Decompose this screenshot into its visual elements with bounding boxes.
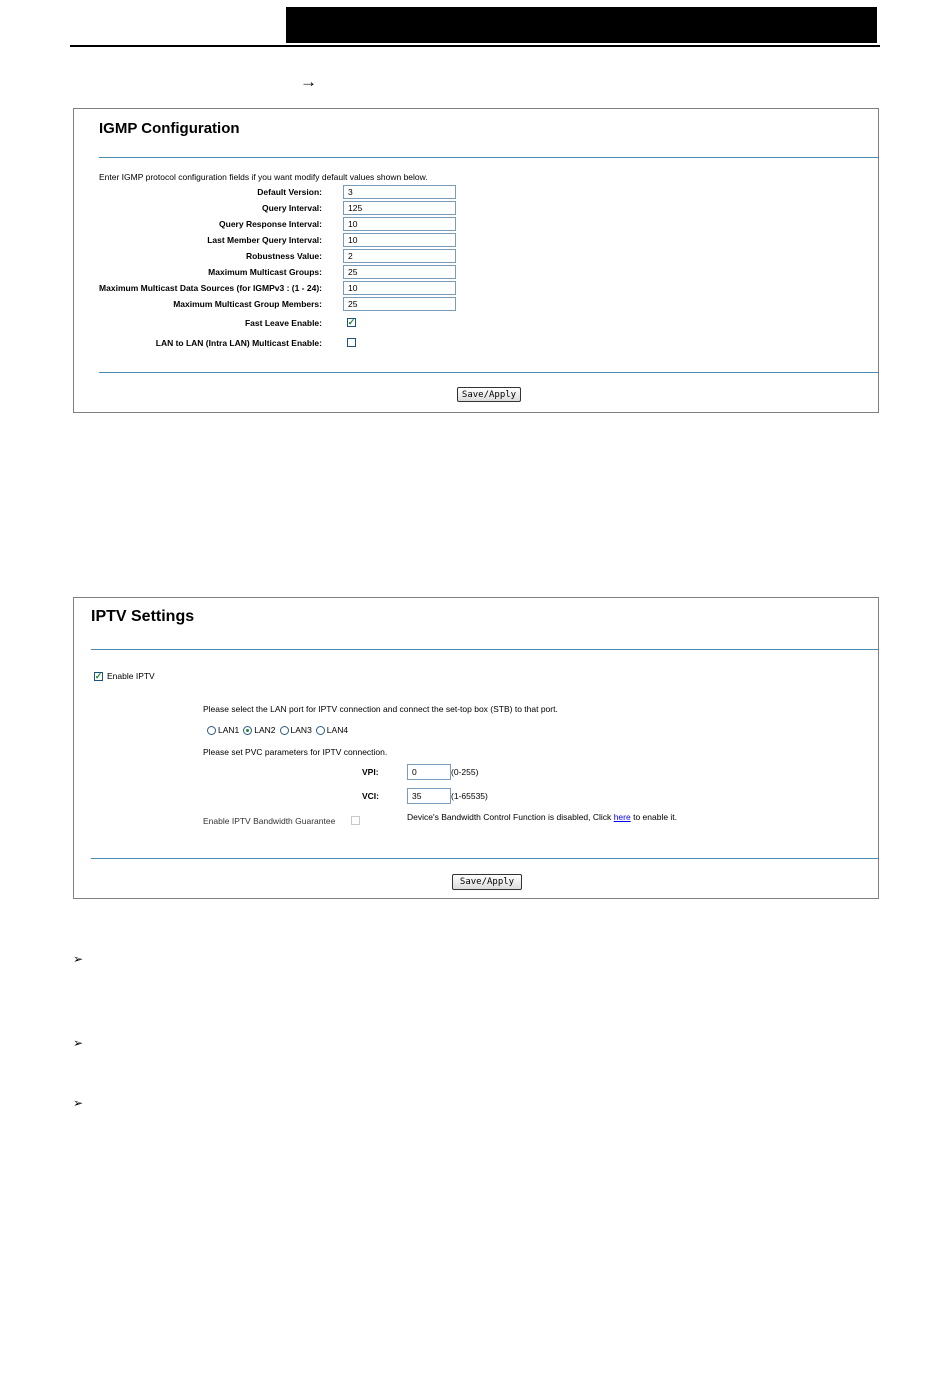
header-bar [286, 7, 877, 43]
vci-range: (1-65535) [451, 791, 488, 801]
lan-port-label: LAN3 [290, 725, 312, 735]
iptv-top-divider [91, 649, 878, 650]
igmp-field-input[interactable] [343, 185, 456, 199]
fast-leave-checkbox[interactable]: ✓ [347, 317, 356, 327]
igmp-save-apply-button[interactable]: Save/Apply [457, 387, 521, 402]
igmp-description: Enter IGMP protocol configuration fields if you want modify default values shown below. [99, 172, 428, 182]
lan-port-radio-group [207, 725, 352, 735]
igmp-field-label: Robustness Value: [245, 251, 322, 261]
vci-input[interactable] [407, 788, 451, 804]
enable-iptv-checkbox[interactable]: ✓ [94, 671, 103, 681]
igmp-field-input[interactable] [343, 297, 456, 311]
bullet-icon: ➢ [73, 1036, 84, 1050]
vci-label: VCI: [362, 791, 379, 801]
lan-port-prompt: Please select the LAN port for IPTV connection and connect the set-top box (STB) to that port. [203, 704, 558, 714]
header-rule [70, 45, 880, 47]
bandwidth-note-text: Device's Bandwidth Control Function is disabled, Click [407, 812, 612, 822]
bullet-icon: ➢ [73, 1096, 84, 1110]
vpi-range: (0-255) [451, 767, 479, 777]
igmp-field-label: Maximum Multicast Data Sources (for IGMPv3 : (1 - 24): [99, 283, 322, 293]
iptv-panel [73, 597, 879, 899]
igmp-field-input[interactable] [343, 217, 456, 231]
bandwidth-note-tail: to enable it. [633, 812, 678, 822]
igmp-field-label: Maximum Multicast Group Members: [173, 299, 322, 309]
bandwidth-guarantee-label: Enable IPTV Bandwidth Guarantee [203, 816, 336, 826]
igmp-field-label: Query Interval: [262, 203, 322, 213]
igmp-field-input[interactable] [343, 265, 456, 279]
iptv-title: IPTV Settings [91, 608, 195, 625]
lan-to-lan-checkbox[interactable] [347, 338, 356, 347]
radio-button-icon[interactable] [207, 726, 216, 735]
enable-iptv-label: Enable IPTV [107, 671, 155, 681]
bullet-icon: ➢ [73, 952, 84, 966]
lan-port-option[interactable] [243, 725, 275, 735]
pvc-prompt: Please set PVC parameters for IPTV connection. [203, 747, 388, 757]
radio-button-icon[interactable] [243, 726, 252, 735]
bandwidth-guarantee-checkbox [351, 816, 360, 825]
igmp-field-label: Maximum Multicast Groups: [208, 267, 322, 277]
igmp-field-input[interactable] [343, 201, 456, 215]
lan-to-lan-label: LAN to LAN (Intra LAN) Multicast Enable: [155, 338, 322, 348]
igmp-field-input[interactable] [343, 249, 456, 263]
igmp-field-label: Default Version: [257, 187, 322, 197]
vpi-input[interactable] [407, 764, 451, 780]
iptv-bottom-divider [91, 858, 878, 859]
igmp-field-label: Last Member Query Interval: [207, 235, 322, 245]
lan-port-option[interactable] [280, 725, 312, 735]
radio-button-icon[interactable] [316, 726, 325, 735]
igmp-top-divider [99, 157, 878, 158]
vpi-label: VPI: [362, 767, 379, 777]
bandwidth-note [407, 812, 677, 822]
lan-port-label: LAN1 [218, 725, 240, 735]
radio-button-icon[interactable] [280, 726, 289, 735]
iptv-save-apply-button[interactable]: Save/Apply [452, 874, 522, 890]
igmp-panel [73, 108, 879, 413]
lan-port-label: LAN2 [254, 725, 276, 735]
igmp-field-input[interactable] [343, 233, 456, 247]
igmp-field-label: Query Response Interval: [219, 219, 322, 229]
igmp-title: IGMP Configuration [99, 120, 240, 137]
lan-port-option[interactable] [316, 725, 348, 735]
lan-port-option[interactable] [207, 725, 239, 735]
enable-bandwidth-link[interactable]: here [613, 812, 631, 822]
arrow-icon: → [300, 72, 317, 91]
igmp-field-input[interactable] [343, 281, 456, 295]
fast-leave-label: Fast Leave Enable: [244, 318, 322, 328]
lan-port-label: LAN4 [326, 725, 349, 735]
igmp-bottom-divider [99, 372, 878, 373]
